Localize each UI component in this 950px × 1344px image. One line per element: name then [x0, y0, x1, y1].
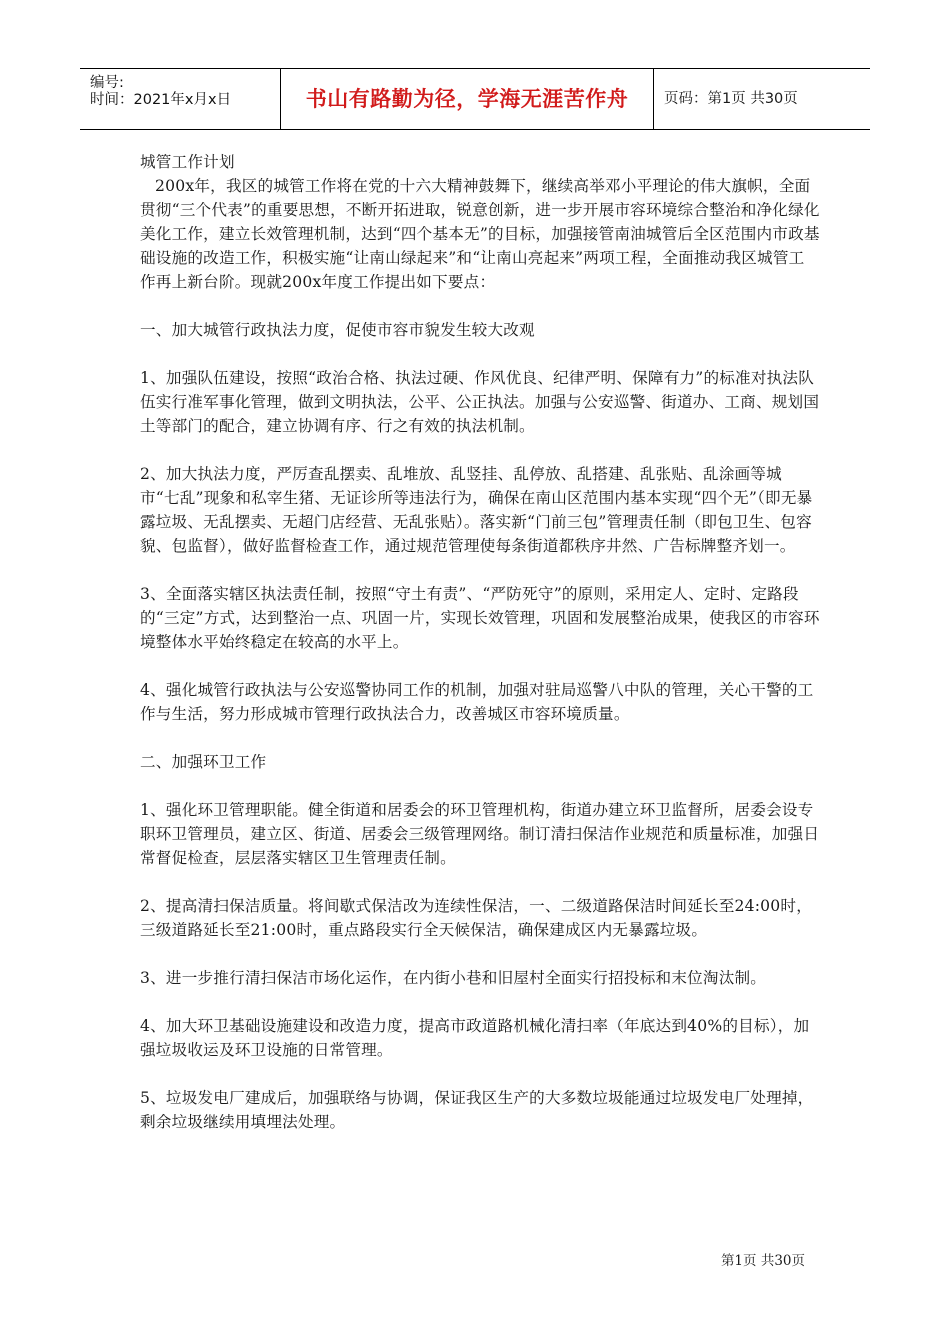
- section2-item: 5、垃圾发电厂建成后，加强联络与协调，保证我区生产的大多数垃圾能通过垃圾发电厂处理掉，剩余垃圾继续用填埋法处理。: [140, 1089, 814, 1131]
- section1-item: 4、强化城管行政执法与公安巡警协同工作的机制，加强对驻局巡警八中队的管理，关心干警的工作与生活，努力形成城市管理行政执法合力，改善城区市容环境质量。: [140, 681, 814, 723]
- section2-item: 1、强化环卫管理职能。健全街道和居委会的环卫管理机构，街道办建立环卫监督所，居委会设专职环卫管理员，建立区、街道、居委会三级管理网络。制订清扫保洁作业规范和质量标准，加强日常督促检查，层层落实辖区卫生管理责任制。: [140, 801, 820, 867]
- time-label: 时间：2021年x月x日: [90, 92, 232, 108]
- page-footer: 第1页 共30页: [720, 1253, 805, 1269]
- page-info-text: 页码：第1页 共30页: [664, 91, 798, 107]
- header-motto: [281, 69, 654, 129]
- header-page-info: [654, 69, 870, 129]
- section2-item: 2、提高清扫保洁质量。将间歇式保洁改为连续性保洁，一、二级道路保洁时间延长至24:00时，三级道路延长至21:00时，重点路段实行全天候保洁，确保建成区内无暴露垃圾。: [140, 897, 813, 939]
- section2-item: 4、加大环卫基础设施建设和改造力度，提高市政道路机械化清扫率（年底达到40%的目标），加强垃圾收运及环卫设施的日常管理。: [140, 1017, 810, 1059]
- document-header: [80, 68, 870, 130]
- document-body: [140, 150, 820, 1134]
- section1-item: 3、全面落实辖区执法责任制，按照“守土有责”、“严防死守”的原则，采用定人、定时、定路段的“三定”方式，达到整治一点、巩固一片，实现长效管理，巩固和发展整治成果，使我区的市容环境整体水平始终稳定在较高的水平上。: [140, 585, 820, 651]
- document-title: 城管工作计划: [140, 153, 235, 171]
- section1-item: 2、加大执法力度，严厉查乱摆卖、乱堆放、乱竖挂、乱停放、乱搭建、乱张贴、乱涂画等城市“七乱”现象和私宰生猪、无证诊所等违法行为，确保在南山区范围内基本实现“四个无”（即无暴露垃圾、无乱摆卖、无超门店经营、无乱张贴）。落实新“门前三包”管理责任制（即包卫生、包容貌、包监督），做好监督检查工作，通过规范管理使每条街道都秩序井然、广告标牌整齐划一。: [140, 465, 813, 555]
- intro-paragraph: 200x年，我区的城管工作将在党的十六大精神鼓舞下，继续高举邓小平理论的伟大旗帜，全面贯彻“三个代表”的重要思想，不断开拓进取，锐意创新，进一步开展市容环境综合整治和净化绿化美化工作，建立长效管理机制，达到“四个基本无”的目标，加强接管南油城管后全区范围内市政基础设施的改造工作，积极实施“让南山绿起来”和“让南山亮起来”两项工程，全面推动我区城管工作再上新台阶。现就200x年度工作提出如下要点：: [140, 177, 820, 291]
- section1-item: 1、加强队伍建设，按照“政治合格、执法过硬、作风优良、纪律严明、保障有力”的标准对执法队伍实行准军事化管理，做到文明执法，公平、公正执法。加强与公安巡警、街道办、工商、规划国土等部门的配合，建立协调有序、行之有效的执法机制。: [140, 369, 820, 435]
- number-label: 编号:: [90, 75, 124, 91]
- section2-item: 3、进一步推行清扫保洁市场化运作，在内街小巷和旧屋村全面实行招投标和末位淘汰制。: [140, 969, 767, 987]
- header-meta: [80, 69, 281, 129]
- section2-heading: 二、加强环卫工作: [140, 753, 267, 771]
- section1-heading: 一、加大城管行政执法力度，促使市容市貌发生较大改观: [140, 321, 535, 339]
- motto-text: 书山有路勤为径，学海无涯苦作舟: [305, 87, 629, 111]
